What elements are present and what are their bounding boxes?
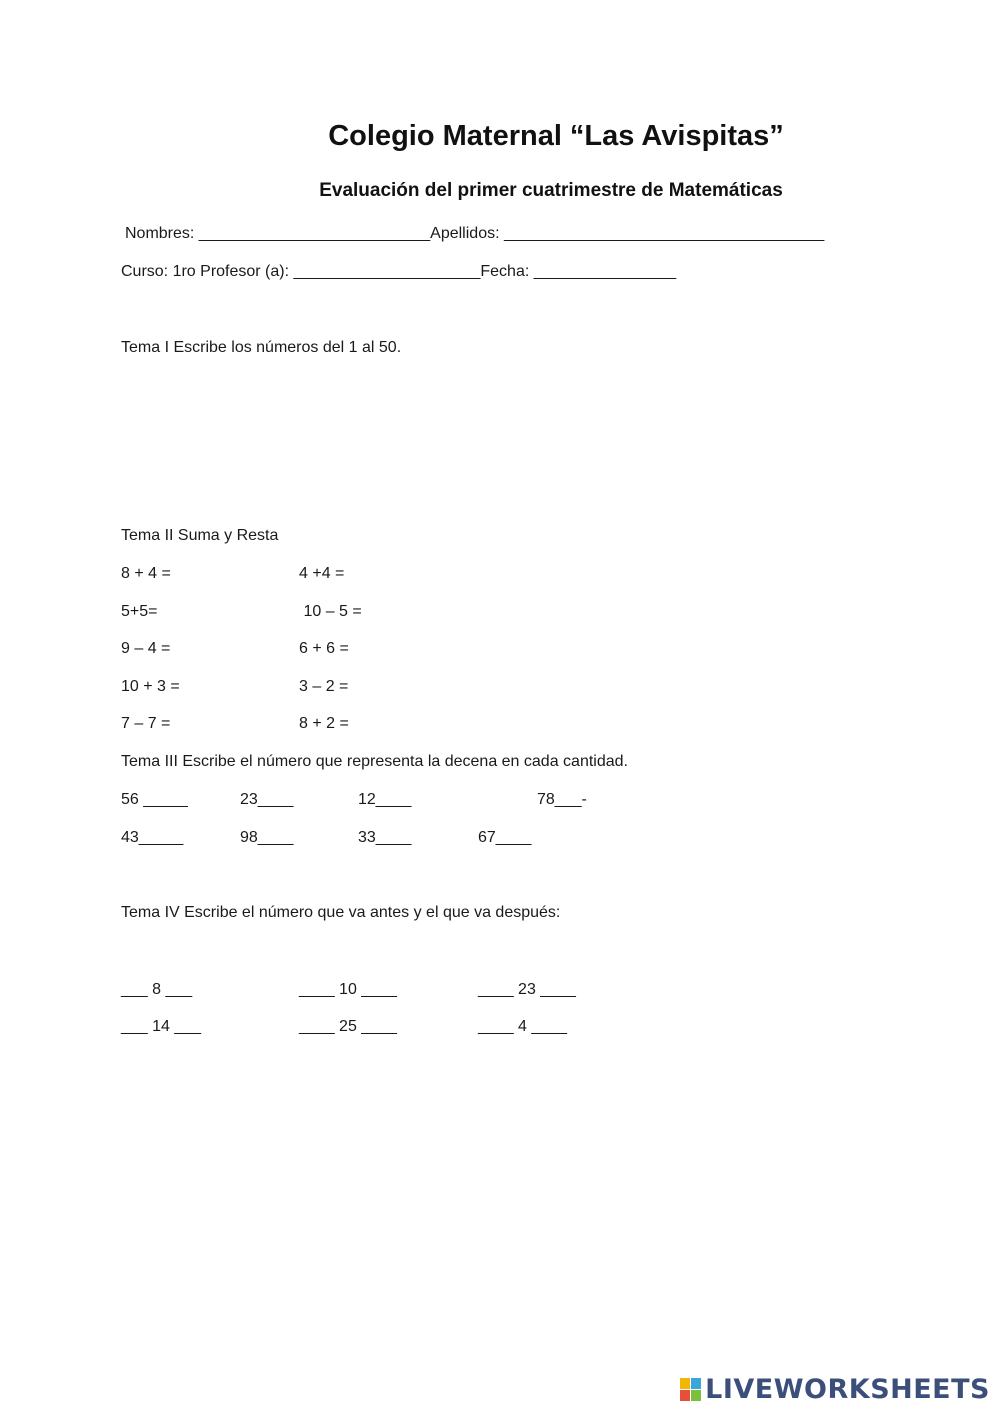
liveworksheets-logo <box>680 1374 990 1405</box>
tema2-heading: Tema II Suma y Resta <box>121 527 279 544</box>
page-subtitle: Evaluación del primer cuatrimestre de Matemáticas <box>319 180 783 201</box>
tema4-r2-c3: ____ 4 ____ <box>478 1018 567 1035</box>
tema3-r1-c3: 12____ <box>358 791 412 808</box>
course-line: Curso: 1ro Profesor (a): _____________________Fecha: ________________ <box>121 263 677 280</box>
tema3-r1-c2: 23____ <box>240 791 294 808</box>
logo-block-i <box>691 1378 701 1389</box>
tema2-right-2: 10 – 5 = <box>299 603 362 620</box>
logo-blocks-icon <box>680 1378 701 1401</box>
tema4-r2-c2: ____ 25 ____ <box>299 1018 397 1035</box>
tema2-right-4: 3 – 2 = <box>299 678 349 695</box>
tema3-r2-c4: 67____ <box>478 829 532 846</box>
names-line: Nombres: __________________________Apellidos: ____________________________________ <box>125 225 825 242</box>
page-title: Colegio Maternal “Las Avispitas” <box>328 120 784 152</box>
tema4-r1-c1: ___ 8 ___ <box>121 981 193 998</box>
tema1-heading: Tema I Escribe los números del 1 al 50. <box>121 339 402 356</box>
tema4-heading: Tema IV Escribe el número que va antes y el que va después: <box>121 904 561 921</box>
tema2-left-4: 10 + 3 = <box>121 678 180 695</box>
tema2-left-3: 9 – 4 = <box>121 640 171 657</box>
tema4-r1-c2: ____ 10 ____ <box>299 981 397 998</box>
tema4-r1-c3: ____ 23 ____ <box>478 981 576 998</box>
logo-block-e <box>691 1390 701 1401</box>
tema3-r1-c4: 78___- <box>537 791 587 808</box>
brand-name: LIVEWORKSHEETS <box>705 1374 990 1405</box>
tema2-left-5: 7 – 7 = <box>121 715 171 732</box>
tema2-right-3: 6 + 6 = <box>299 640 349 657</box>
tema2-left-2: 5+5= <box>121 603 158 620</box>
tema3-r2-c3: 33____ <box>358 829 412 846</box>
tema3-r2-c1: 43_____ <box>121 829 184 846</box>
tema3-r2-c2: 98____ <box>240 829 294 846</box>
tema3-r1-c1: 56 _____ <box>121 791 188 808</box>
tema4-r2-c1: ___ 14 ___ <box>121 1018 202 1035</box>
tema2-left-1: 8 + 4 = <box>121 565 171 582</box>
logo-block-l <box>680 1378 690 1389</box>
tema2-right-1: 4 +4 = <box>299 565 345 582</box>
tema2-right-5: 8 + 2 = <box>299 715 349 732</box>
logo-block-v <box>680 1390 690 1401</box>
tema3-heading: Tema III Escribe el número que representa la decena en cada cantidad. <box>121 753 628 770</box>
